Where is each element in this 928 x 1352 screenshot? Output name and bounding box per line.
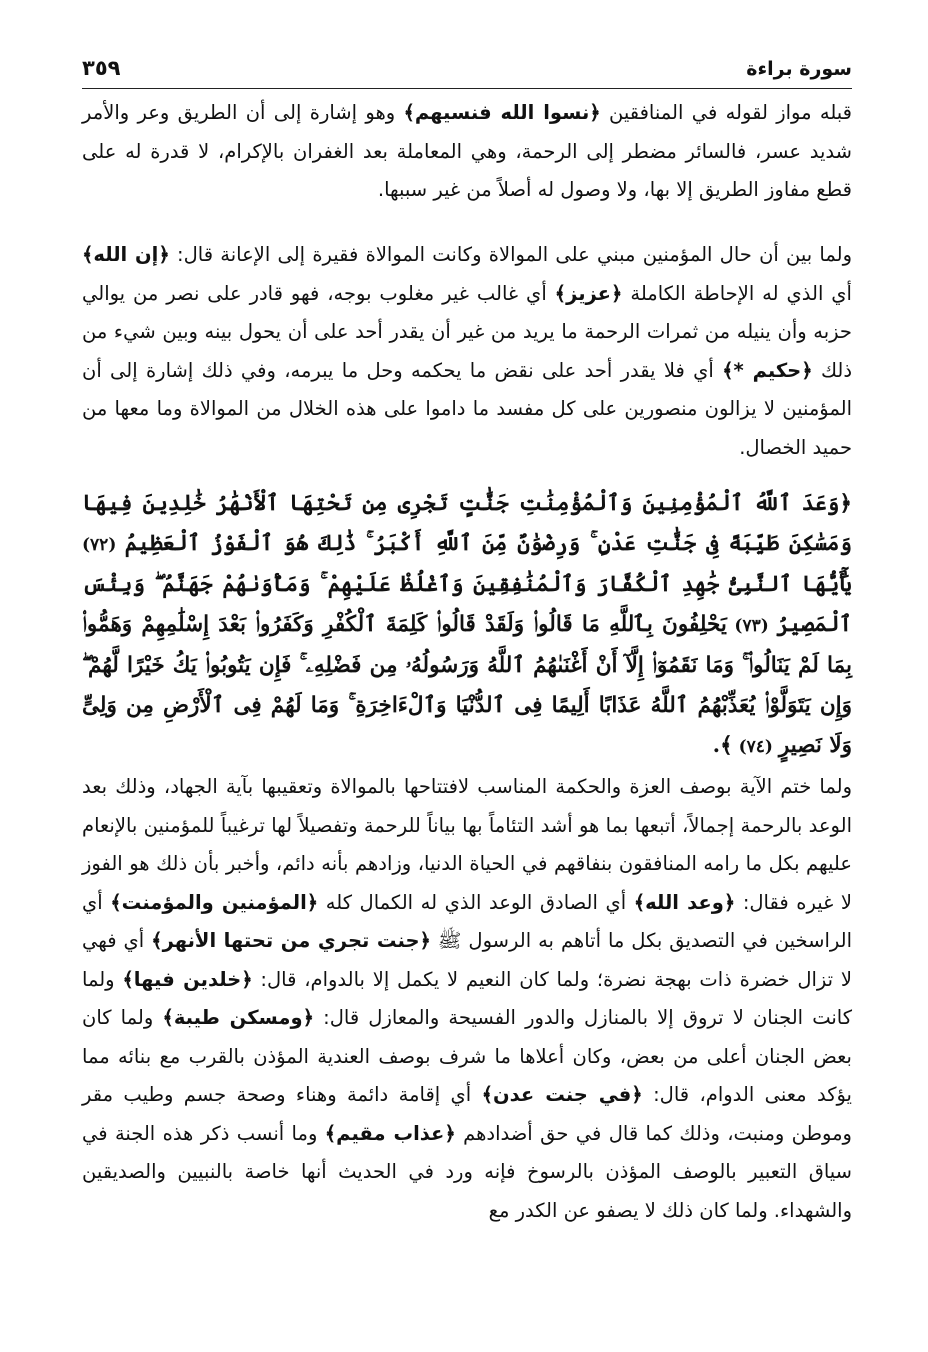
quran-quote: ﴿خلدين فيها﴾ [122, 967, 253, 991]
text-run: أي إقامة دائمة وهناء وصحة جسم وطيب مقر وموطن ومنبت، وذلك كما قال في حق أضدادهم [82, 1083, 852, 1145]
paragraph-3 [82, 768, 852, 1230]
page-header [82, 52, 852, 89]
text-run: أي فلا يقدر أحد على نقض ما يحكمه وحل ما يبرمه، وفي ذلك إشارة إلى أن المؤمنين لا يزالون منصورين على كل مفسد ما داموا على هذه الخلال من الموالاة وما معها من حميد الخصال. [82, 358, 852, 459]
quran-quote: ﴿عزيز﴾ [554, 281, 623, 305]
paragraph-2 [82, 236, 852, 467]
text-run: ولما كان بعض الجنان أعلى من بعض، وكان أعلاها ما شرف بوصف العندية المؤذن بالقرب مع بنائه مما يؤكد معنى الدوام، قال: [82, 1006, 852, 1106]
text-run: قبله مواز لقوله في المنافقين [600, 101, 852, 124]
ayah-number-74: (٧٤) [732, 737, 779, 757]
ayah-number-72: (٧٢) [82, 535, 125, 555]
quran-quote: ﴿وعد الله﴾ [633, 890, 736, 914]
text-run: أي فهي لا تزال خضرة ذات بهجة نضرة؛ ولما كان النعيم لا يكمل إلا بالدوام، قال: [82, 929, 852, 991]
page-number: ٣٥٩ [82, 56, 121, 80]
quran-quote: ﴿عذاب مقيم﴾ [324, 1121, 456, 1145]
quran-quote: ﴿ومسكن طيبة﴾ [162, 1006, 315, 1029]
quran-quote: ﴿جنت تجري من تحتها الأنهر﴾ [151, 929, 431, 952]
text-run: أي الراسخين في التصديق بكل ما أتاهم به الرسول ﷺ [82, 890, 852, 952]
text-run: أي الصادق الوعد الذي له الكمال كله [318, 890, 634, 914]
quran-quote: ﴿في جنت عدن﴾ [481, 1083, 643, 1106]
quran-quote: ﴿إن الله﴾ [82, 243, 170, 266]
verse-72: ﴿وَعَدَ ٱللَّهُ ٱلْمُؤْمِنِينَ وَٱلْمُؤْمِنَٰتِ جَنَّٰتٍ تَجْرِى مِن تَحْتِهَا ٱلْأَنْهَٰرُ خَٰلِدِينَ فِيهَا وَمَسَٰكِنَ طَيِّبَةً فِى جَنَّٰتِ عَدْنٍ ۚ وَرِضْوَٰنٌ مِّنَ ٱللَّهِ أَكْبَرُ ۚ ذَٰلِكَ هُوَ ٱلْفَوْزُ ٱلْعَظِيمُ [82, 491, 852, 556]
ayah-number-73: (٧٣) [726, 616, 777, 636]
quran-quote: ﴿نسوا الله فنسيهم﴾ [403, 101, 601, 124]
text-run: أي غالب غير مغلوب بوجه، فهو قادر على نصر من يوالي حزبه وأن ينيله من ثمرات الرحمة ما يريد من غير أن يقدر أحد على أن يحول بينه وبين شيء من ذلك [82, 281, 853, 382]
verse-73: يَٰٓأَيُّهَا ٱلنَّبِىُّ جَٰهِدِ ٱلْكُفَّارَ وَٱلْمُنَٰفِقِينَ وَٱغْلُظْ عَلَيْهِمْ ۚ وَمَأْوَىٰهُمْ جَهَنَّمُ ۖ وَبِئْسَ ٱلْمَصِيرُ [82, 572, 853, 637]
text-run: ولما بين أن حال المؤمنين مبني على الموالاة وكانت الموالاة فقيرة إلى الإعانة قال: [169, 243, 852, 266]
quran-verse-block [82, 484, 852, 767]
paragraph-1 [82, 94, 852, 210]
text-run: ولما كانت الجنان لا تروق إلا بالمنازل والدور الفسيحة والمعازل قال: [82, 967, 853, 1029]
quran-quote: ﴿حكيم *﴾ [722, 358, 813, 382]
surah-name: سورة براءة [746, 58, 852, 80]
text-run: ولما ختم الآية بوصف العزة والحكمة المناسب لافتتاحها بالموالاة وتعقيبها بآية الجهاد، وذلك بعد الوعد بالرحمة إجمالاً، أتبعها بما هو أشد التئاماً بها بياناً للرحمة وتفصيلاً لها ترغيباً للمؤمنين بالإنعام عليهم بكل ما رامه المنافقون بنفاقهم في الحياة الدنيا، وزادهم بأنه دائم، وأخبر بأن ذلك هو الفوز لا غيره فقال: [82, 775, 852, 914]
verse-74: يَحْلِفُونَ بِٱللَّهِ مَا قَالُوا۟ وَلَقَدْ قَالُوا۟ كَلِمَةَ ٱلْكُفْرِ وَكَفَرُوا۟ بَعْدَ إِسْلَٰمِهِمْ وَهَمُّوا۟ بِمَا لَمْ يَنَالُوا۟ ۚ وَمَا نَقَمُوٓا۟ إِلَّآ أَنْ أَغْنَىٰهُمُ ٱللَّهُ وَرَسُولُهُۥ مِن فَضْلِهِۦ ۚ فَإِن يَتُوبُوا۟ يَكُ خَيْرًا لَّهُمْ ۖ وَإِن يَتَوَلَّوْا۟ يُعَذِّبْهُمُ ٱللَّهُ عَذَابًا أَلِيمًا فِى ٱلدُّنْيَا وَٱلْءَاخِرَةِ ۚ وَمَا لَهُمْ فِى ٱلْأَرْضِ مِن وَلِىٍّ وَلَا نَصِيرٍ [82, 612, 852, 758]
text-run: وما أنسب ذكر هذه الجنة في سياق التعبير بالوصف المؤذن بالرسوخ فإنه ورد في الحديث أنها خاصة بالنبيين والصديقين والشهداء. ولما كان ذلك لا يصفو عن الكدر مع [82, 1121, 852, 1222]
text-run: وهو إشارة إلى أن الطريق وعر والأمر شديد عسر، فالسائر مضطر إلى الرحمة، وهي المعاملة بعد الغفران بالإكرام، لا قدرة له على قطع مفاوز الطريق إلا بها، ولا وصول له أصلاً من غير سببها. [82, 101, 852, 201]
text-run: أي الذي له الإحاطة الكاملة [622, 281, 852, 305]
quran-quote: ﴿المؤمنين والمؤمنت﴾ [110, 890, 319, 914]
verse-end-bracket: ﴾. [712, 733, 733, 758]
